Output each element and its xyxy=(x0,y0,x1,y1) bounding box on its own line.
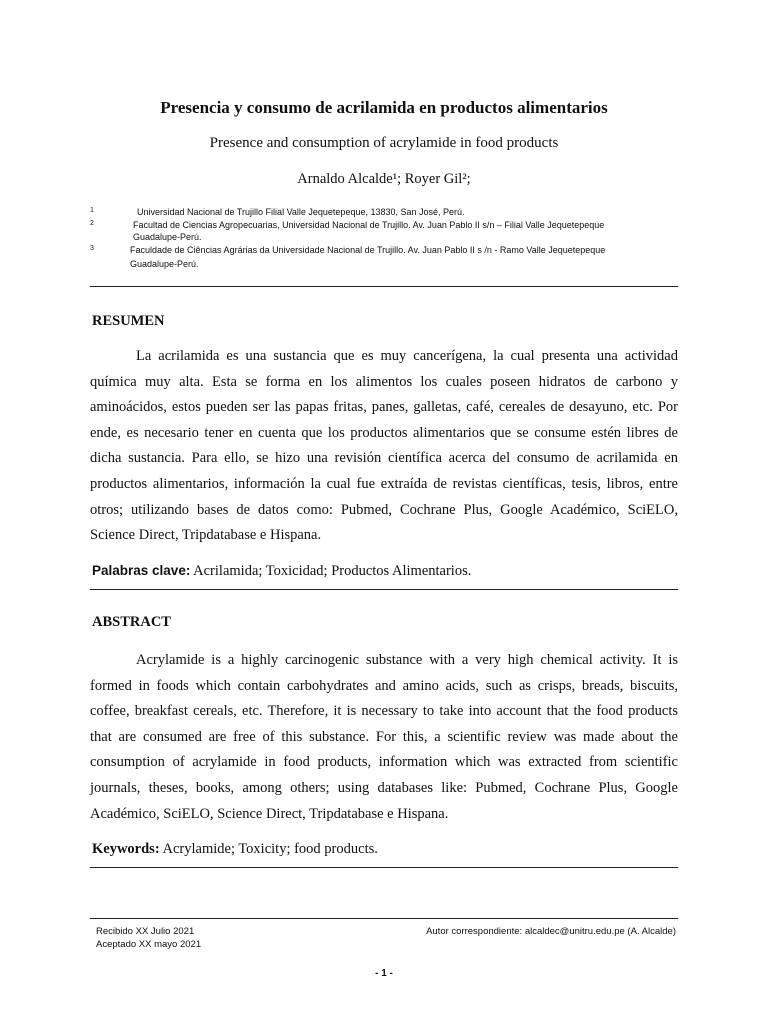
author-list: Arnaldo Alcalde¹; Royer Gil²; xyxy=(297,171,471,187)
keywords-label: Keywords: xyxy=(92,841,160,857)
received-date: Recibido XX Julio 2021 xyxy=(96,926,195,937)
corresponding-author: Autor correspondiente: alcaldec@unitru.edu.pe (A. Alcalde) xyxy=(426,926,676,937)
affiliation-text-cont: Guadalupe-Perú. xyxy=(133,232,202,242)
resumen-heading: RESUMEN xyxy=(92,313,165,329)
keywords-label: Palabras clave: xyxy=(92,563,191,578)
affiliation-number: 1 xyxy=(90,207,94,214)
affiliation-number: 3 xyxy=(90,245,94,252)
affiliation-text: Facultad de Ciencias Agropecuarias, Universidad Nacional de Trujillo. Av. Juan Pablo II s/n – Filial Valle Jequetepeque xyxy=(133,220,605,230)
affiliation-number: 2 xyxy=(90,220,94,227)
palabras-clave xyxy=(92,563,471,580)
accepted-date: Aceptado XX mayo 2021 xyxy=(96,939,202,950)
divider xyxy=(90,286,678,287)
affiliation-text-cont: Guadalupe-Perú. xyxy=(130,259,199,269)
footer-divider xyxy=(90,918,678,919)
affiliation-text: Faculdade de Ciências Agrárias da Universidade Nacional de Trujillo. Av. Juan Pablo II s /n - Ramo Valle Jequetepeque xyxy=(130,245,606,255)
paper-subtitle: Presence and consumption of acrylamide in food products xyxy=(209,135,559,151)
abstract-heading: ABSTRACT xyxy=(92,614,171,630)
abstract-body: Acrylamide is a highly carcinogenic substance with a very high chemical activity. It is formed in foods which contain carbohydrates and amino acids, such as crisps, breads, biscuits, coffee, breakfast cereals, etc. Therefore, it is necessary to take into account that the food products that are consumed are free of this substance. For this, a scientific review was made about the consumption of acrylamide in food products, information which was extracted from scientific journals, theses, books, among others; using databases like: Pubmed, Cochrane Plus, Google Académico, SciELO, Science Direct, Tripdatabase e Hispana. xyxy=(90,652,678,822)
divider xyxy=(90,867,678,868)
resumen-body: La acrilamida es una sustancia que es muy cancerígena, la cual presenta una actividad química muy alta. Esta se forma en los alimentos los cuales poseen hidratos de carbono y aminoácidos, estos pueden ser las papas fritas, panes, galletas, café, cereales de desayuno, etc. Por ende, es necesario tener en cuenta que los productos alimentarios que se consume estén libres de dicha sustancia. Para ello, se hizo una revisión científica acerca del consumo de acrilamida en productos alimentarios, información la cual fue extraída de revistas científicas, tesis, libros, entre otros; utilizando bases de datos como: Pubmed, Cochrane Plus, Google Académico, SciELO, Science Direct, Tripdatabase e Hispana. xyxy=(90,348,678,544)
affiliation-text: Universidad Nacional de Trujillo Filial Valle Jequetepeque, 13830, San José, Perú. xyxy=(137,207,465,217)
keywords xyxy=(92,841,378,858)
page-number: - 1 - xyxy=(375,968,393,979)
keywords-text: Acrylamide; Toxicity; food products. xyxy=(159,841,378,857)
divider xyxy=(90,589,678,590)
paper-title: Presencia y consumo de acrilamida en productos alimentarios xyxy=(160,98,608,117)
keywords-text: Acrilamida; Toxicidad; Productos Alimentarios. xyxy=(190,563,472,579)
